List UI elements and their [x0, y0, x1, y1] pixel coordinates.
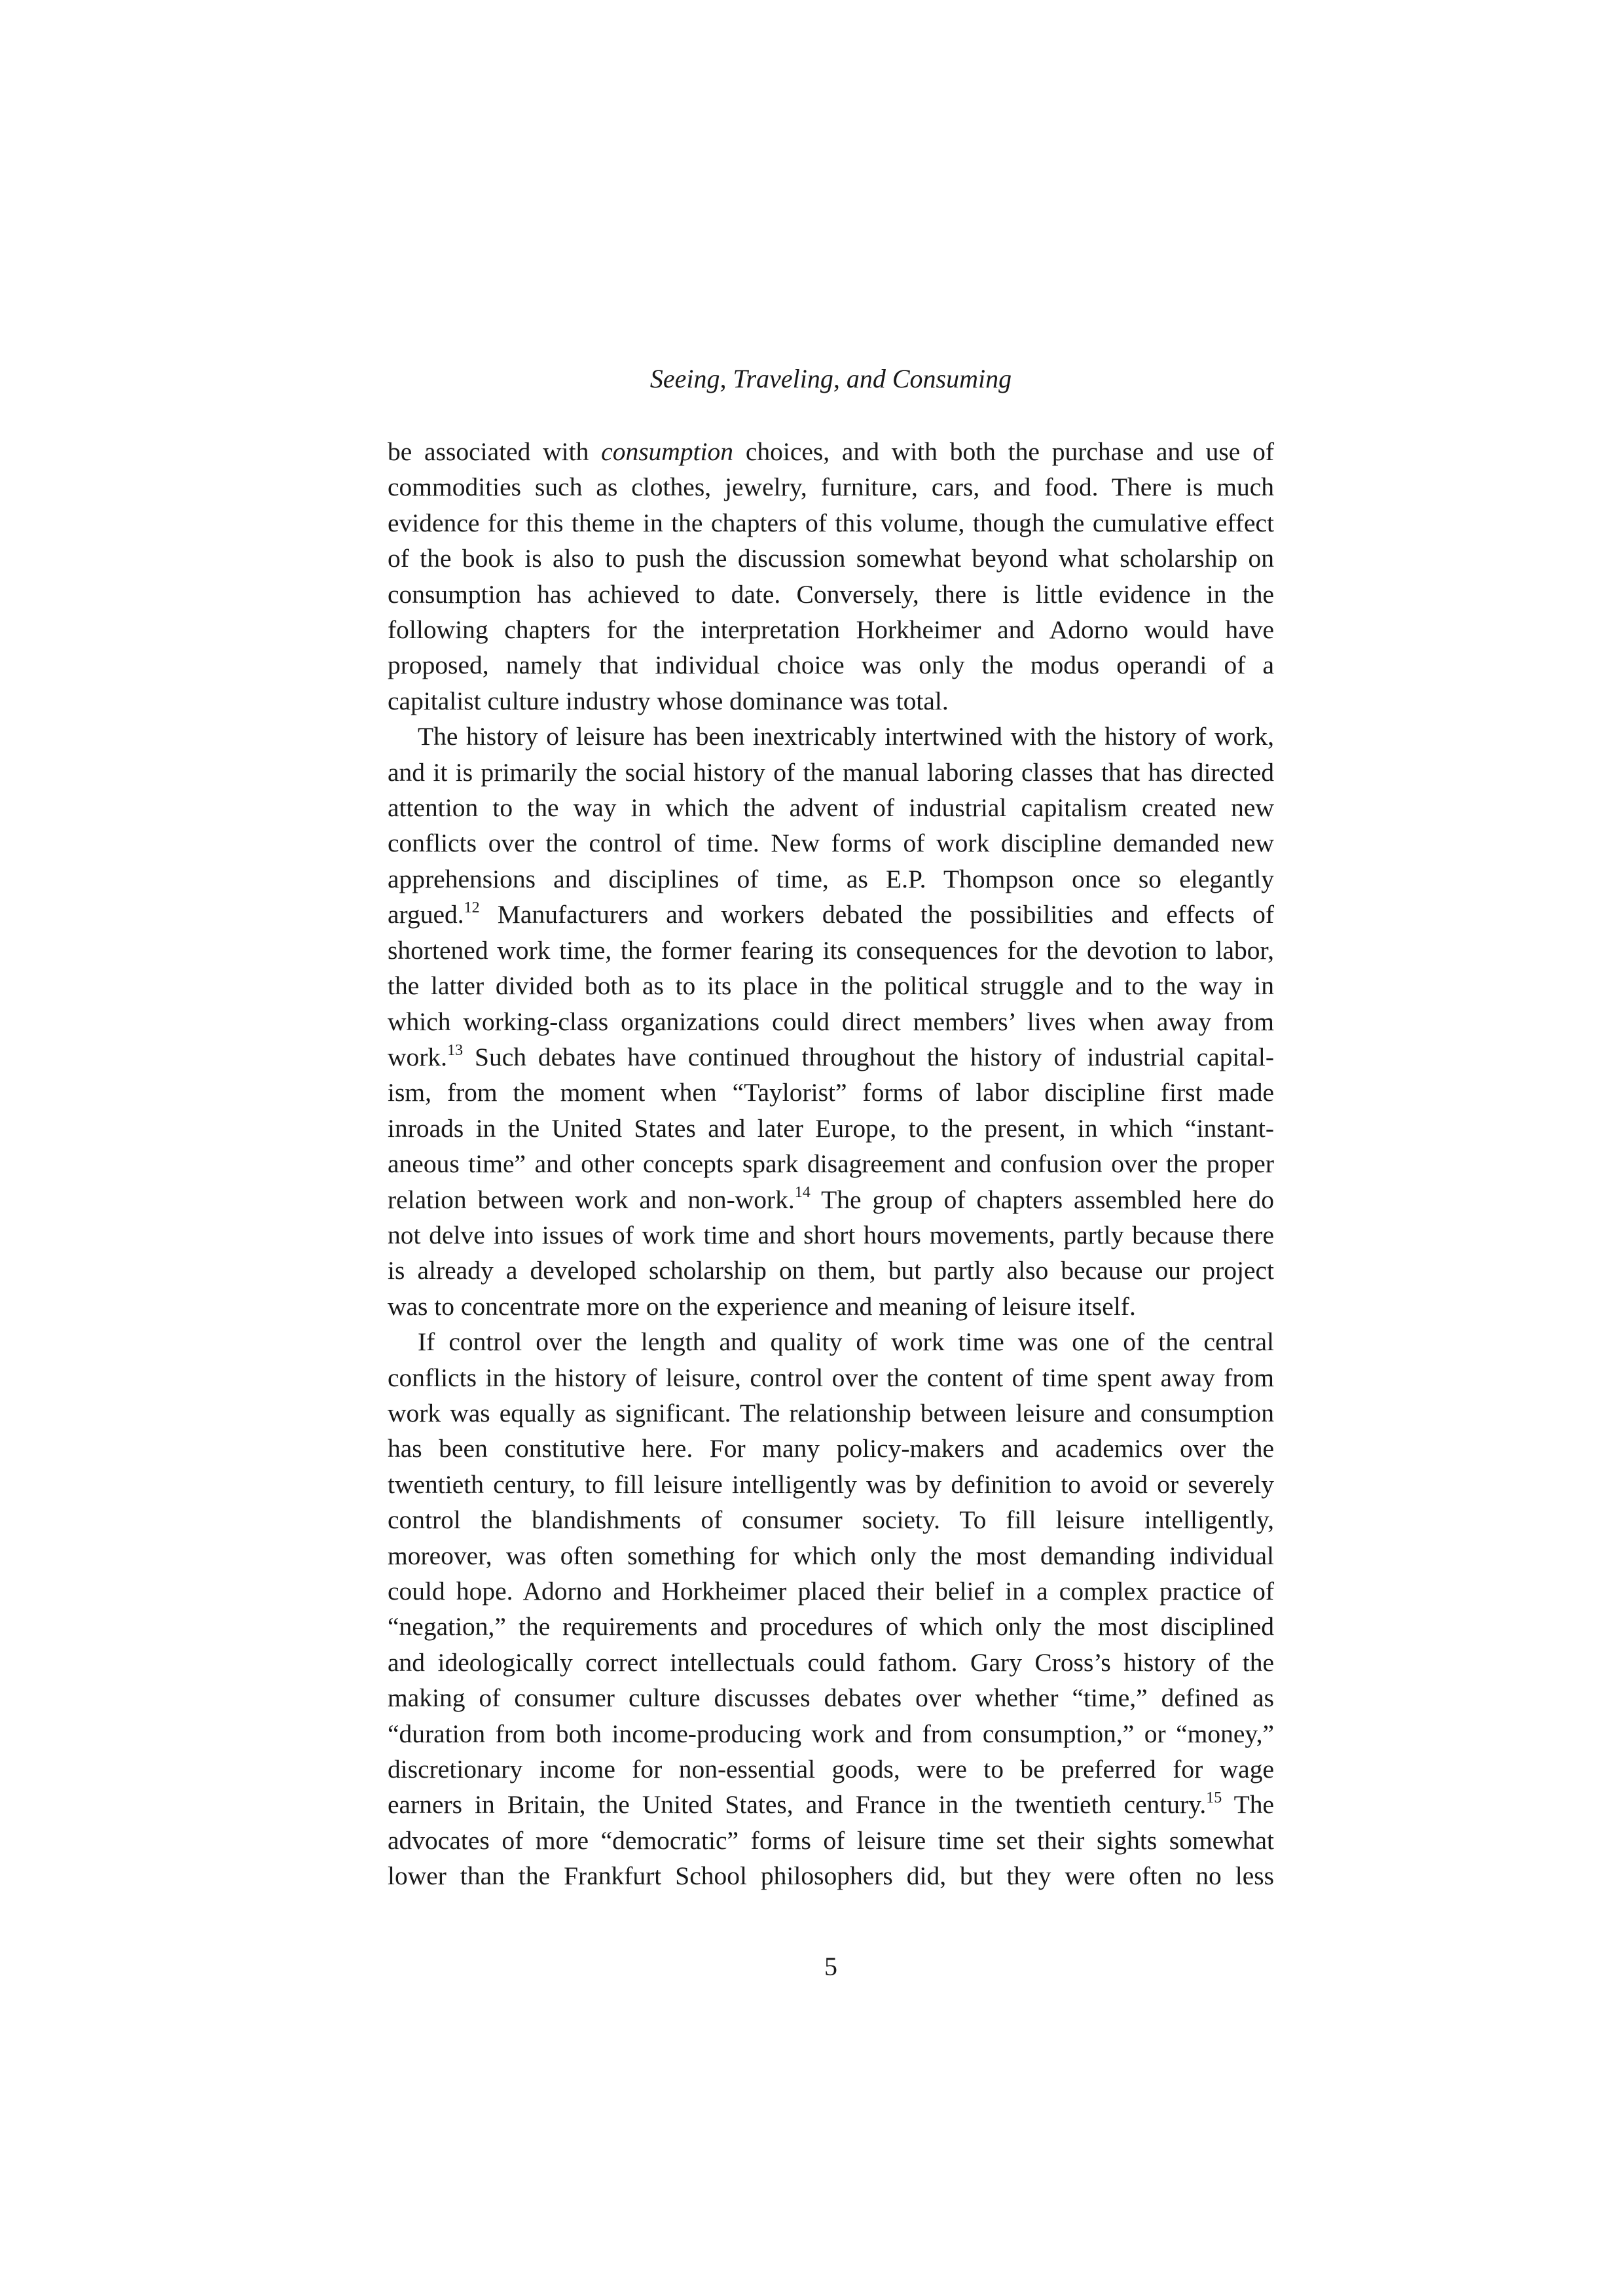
text-line [388, 541, 1274, 576]
text-segment: shortened work time, the former fearing its consequences for the devotion to labor, [388, 935, 1274, 965]
footnote-ref: 13 [447, 1041, 464, 1059]
text-line [388, 1573, 1274, 1609]
text-line [388, 897, 1274, 932]
text-segment: If control over the length and quality of work time was one of the central [418, 1327, 1274, 1357]
text-segment: the latter divided both as to its place in the political struggle and to the way in [388, 971, 1274, 1001]
text-segment: The [1222, 1790, 1274, 1820]
text-line [388, 647, 1274, 683]
text-segment: conflicts in the history of leisure, control over the content of time spent away from [388, 1363, 1274, 1392]
text-line [388, 469, 1274, 505]
text-segment: proposed, namely that individual choice was only the modus operandi of a [388, 651, 1274, 680]
text-segment: The group of chapters assembled here do [810, 1185, 1274, 1214]
text-line [388, 683, 1274, 719]
text-segment: evidence for this theme in the chapters of this volume, though the cumulative effect [388, 508, 1274, 537]
text-segment: inroads in the United States and later Europe, to the present, in which “instant- [388, 1113, 1274, 1143]
text-line [388, 1858, 1274, 1893]
text-line [388, 1075, 1274, 1110]
text-line [388, 1289, 1274, 1324]
text-segment: apprehensions and disciplines of time, as E.P. Thompson once so elegantly [388, 864, 1274, 893]
text-line [388, 612, 1274, 647]
text-segment: discretionary income for non-essential goods, were to be preferred for wage [388, 1755, 1274, 1784]
text-segment: conflicts over the control of time. New forms of work discipline demanded new [388, 829, 1274, 858]
text-line [388, 1787, 1274, 1822]
text-line [388, 933, 1274, 968]
text-line [388, 1039, 1274, 1075]
text-line [388, 1431, 1274, 1466]
text-line [388, 1538, 1274, 1573]
text-line [388, 434, 1274, 469]
text-line [388, 1716, 1274, 1751]
text-segment: control the blandishments of consumer society. To fill leisure intelligently, [388, 1505, 1274, 1535]
text-segment: not delve into issues of work time and short hours movements, partly because there [388, 1220, 1274, 1249]
text-segment: which working-class organizations could direct members’ lives when away from [388, 1007, 1274, 1036]
text-line [388, 1680, 1274, 1715]
text-segment: is already a developed scholarship on them, but partly also because our project [388, 1256, 1274, 1285]
text-segment: “negation,” the requirements and procedures of which only the most disciplined [388, 1612, 1274, 1641]
footnote-ref: 14 [794, 1184, 811, 1202]
text-segment: twentieth century, to fill leisure intelligently was by definition to avoid or severely [388, 1469, 1274, 1499]
text-segment: ism, from the moment when “Taylorist” forms of labor discipline first made [388, 1078, 1274, 1107]
text-line [388, 1217, 1274, 1253]
text-segment: and ideologically correct intellectuals could fathom. Gary Cross’s history of the [388, 1647, 1274, 1677]
text-line [388, 1645, 1274, 1680]
text-line [388, 1146, 1274, 1181]
text-line [388, 1253, 1274, 1288]
footnote-ref: 12 [464, 899, 480, 917]
text-segment: lower than the Frankfurt School philosophers did, but they were often no less [388, 1861, 1274, 1891]
text-segment: could hope. Adorno and Horkheimer placed their belief in a complex practice of [388, 1577, 1274, 1605]
text-segment: Manufacturers and workers debated the possibilities and effects of [479, 900, 1274, 929]
text-segment: be associated with [388, 437, 602, 466]
paragraph [388, 719, 1274, 1324]
text-line [388, 1395, 1274, 1431]
text-segment: consumption has achieved to date. Conversely, there is little evidence in the [388, 579, 1274, 609]
text-line [388, 577, 1274, 612]
text-segment: work was equally as significant. The relationship between leisure and consumption [388, 1398, 1274, 1427]
text-line [388, 861, 1274, 897]
text-segment: making of consumer culture discusses debates over whether “time,” defined as [388, 1683, 1274, 1713]
body-text [388, 434, 1274, 1894]
text-line [388, 755, 1274, 790]
text-line [388, 719, 1274, 754]
text-line [388, 1502, 1274, 1537]
text-line [388, 1609, 1274, 1644]
text-segment: earners in Britain, the United States, and France in the twentieth century. [388, 1790, 1207, 1820]
text-segment: Such debates have continued throughout the history of industrial capital- [463, 1042, 1274, 1071]
page-number: 5 [824, 1952, 837, 1981]
text-segment: has been constitutive here. For many policy-makers and academics over the [388, 1434, 1274, 1463]
text-segment: work. [388, 1042, 448, 1071]
running-head: Seeing, Traveling, and Consuming [649, 364, 1012, 393]
text-segment: argued. [388, 900, 464, 929]
text-segment: advocates of more “democratic” forms of leisure time set their sights somewhat [388, 1825, 1274, 1855]
text-segment: commodities such as clothes, jewelry, furniture, cars, and food. There is much [388, 473, 1274, 502]
text-line [388, 1324, 1274, 1359]
paragraph [388, 434, 1274, 719]
text-segment: relation between work and non-work. [388, 1185, 795, 1214]
text-segment: attention to the way in which the advent of industrial capitalism created new [388, 793, 1274, 823]
text-segment: of the book is also to push the discussion somewhat beyond what scholarship on [388, 544, 1274, 573]
text-segment: capitalist culture industry whose dominance was total. [388, 686, 949, 715]
text-line [388, 790, 1274, 825]
text-segment: The history of leisure has been inextricably intertwined with the history of work, [418, 722, 1274, 751]
text-line [388, 1004, 1274, 1039]
text-line [388, 825, 1274, 861]
footnote-ref: 15 [1206, 1789, 1222, 1807]
text-line [388, 1467, 1274, 1502]
text-line [388, 1360, 1274, 1395]
text-segment: choices, and with both the purchase and use of [733, 437, 1275, 466]
text-line [388, 505, 1274, 541]
emphasis: consumption [601, 437, 734, 466]
text-line [388, 1182, 1274, 1217]
text-segment: following chapters for the interpretation Horkheimer and Adorno would have [388, 615, 1274, 645]
text-line [388, 968, 1274, 1003]
paragraph [388, 1324, 1274, 1894]
text-segment: moreover, was often something for which only the most demanding individual [388, 1541, 1274, 1570]
text-segment: was to concentrate more on the experience and meaning of leisure itself. [388, 1291, 1136, 1321]
text-line [388, 1823, 1274, 1858]
text-line [388, 1111, 1274, 1146]
text-segment: aneous time” and other concepts spark disagreement and confusion over the proper [388, 1149, 1274, 1179]
text-line [388, 1751, 1274, 1787]
text-segment: and it is primarily the social history of the manual laboring classes that has directed [388, 757, 1274, 787]
text-segment: “duration from both income-producing work and from consumption,” or “money,” [388, 1719, 1274, 1748]
